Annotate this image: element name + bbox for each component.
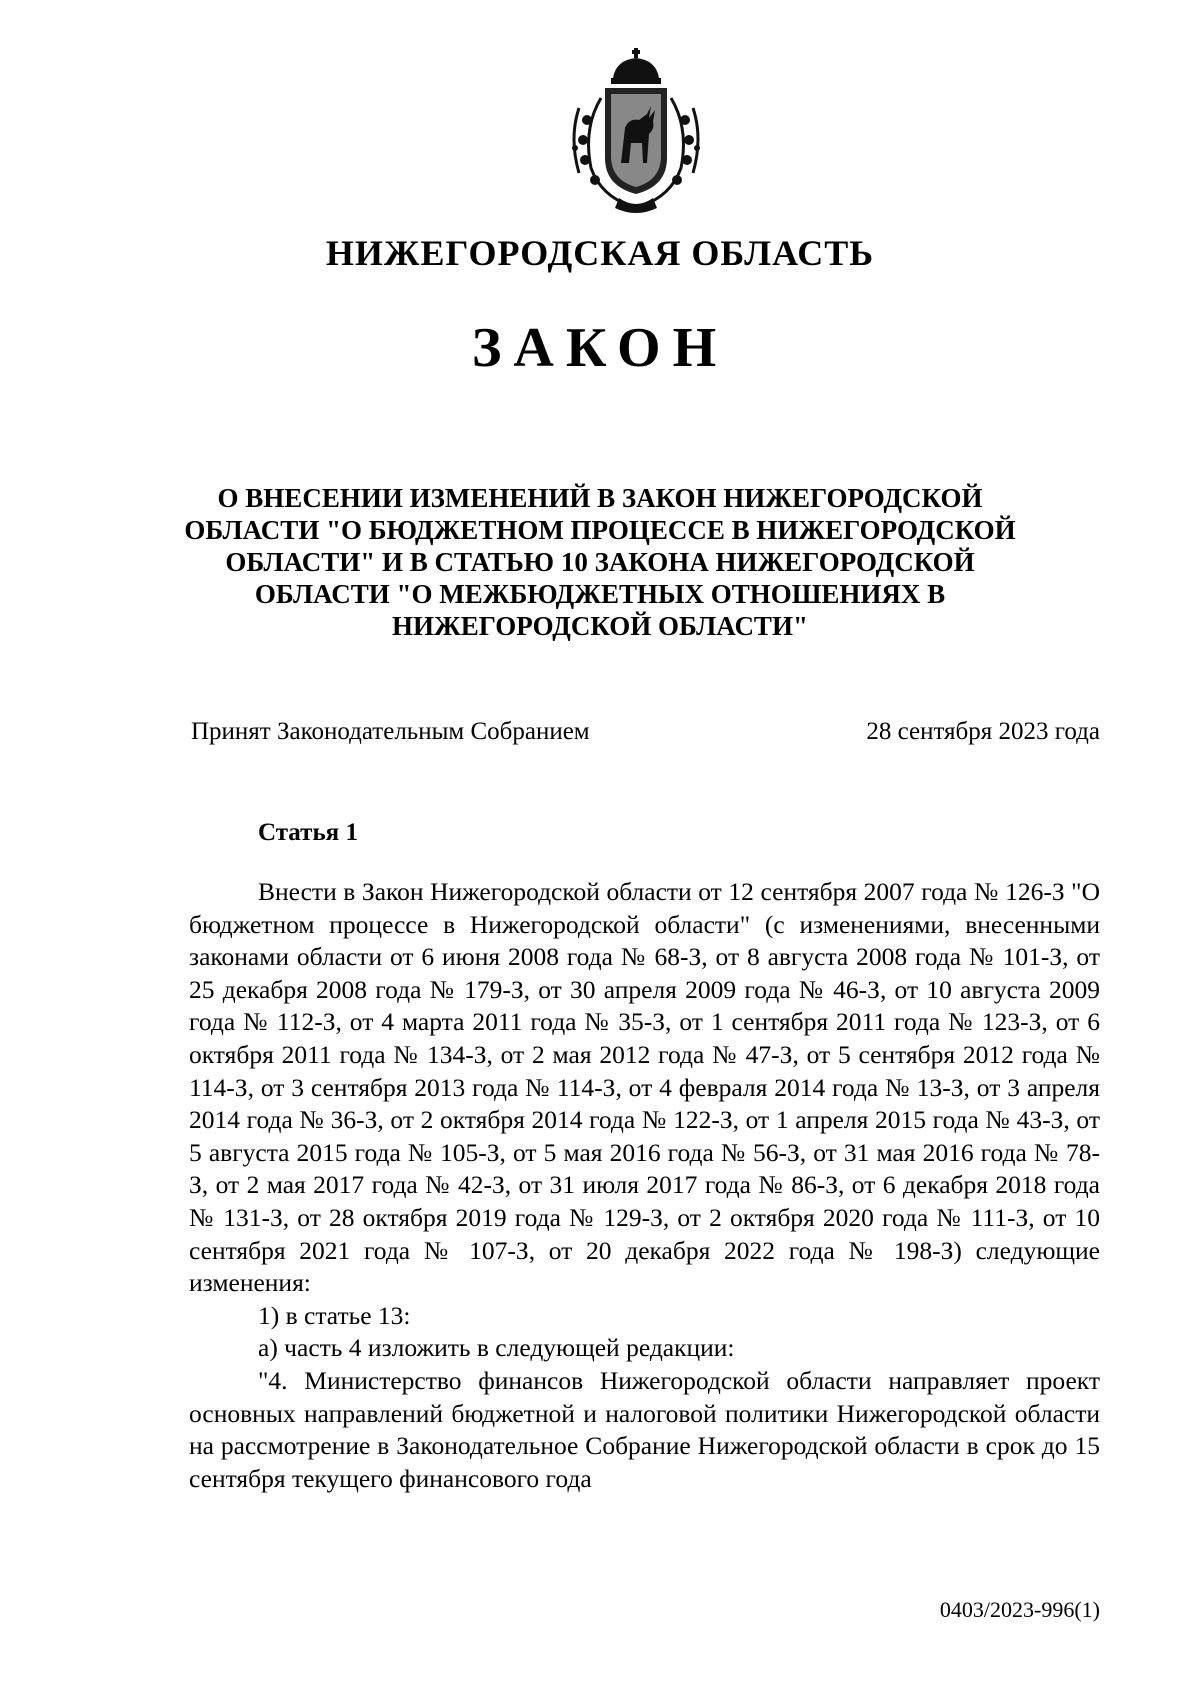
document-type-title: ЗАКОН [471, 317, 729, 379]
article-paragraph: а) часть 4 изложить в следующей редакции: [258, 1333, 735, 1363]
adoption-date: 28 сентября 2023 года [866, 718, 1100, 745]
article-paragraph: 1) в статье 13: [258, 1300, 411, 1330]
subject-line: ОБЛАСТИ" И В СТАТЬЮ 10 ЗАКОНА НИЖЕГОРОДСКОЙ [225, 547, 975, 577]
region-title: НИЖЕГОРОДСКАЯ ОБЛАСТЬ [325, 233, 875, 273]
subject-line: ОБЛАСТИ "О БЮДЖЕТНОМ ПРОЦЕССЕ В НИЖЕГОРОДСКОЙ [184, 515, 1016, 545]
adoption-info [191, 718, 1100, 746]
subject-line: НИЖЕГОРОДСКОЙ ОБЛАСТИ" [392, 611, 808, 641]
article-paragraph: "4. Министерство финансов Нижегородской области направляет проект основных направлений бюджетной и налоговой политики Нижегородской области на рассмотрение в Законодательное Собрание Нижегородской области в срок до 15 сентября текущего финансового года [189, 1365, 1100, 1493]
article-body [189, 876, 1100, 1495]
article-heading: Статья 1 [258, 819, 358, 846]
article-paragraph: Внести в Закон Нижегородской области от 12 сентября 2007 года № 126-З "О бюджетном процессе в Нижегородской области" (с изменениями, внесенными законами области от 6 июня 2008 года № 68-З, от 8 августа 2008 года № 101-З, от 25 декабря 2008 года № 179-З, от 30 апреля 2009 года № 46-З, от 10 августа 2009 года № 112-З, от 4 марта 2011 года № 35-З, от 1 сентября 2011 года № 123-З, от 6 октября 2011 года № 134-З, от 2 мая 2012 года № 47-З, от 5 сентября 2012 года № 114-З, от 3 сентября 2013 года № 114-З, от 4 февраля 2014 года № 13-З, от 3 апреля 2014 года № 36-З, от 2 октября 2014 года № 122-З, от 1 апреля 2015 года № 43-З, от 5 августа 2015 года № 105-З, от 5 мая 2016 года № 56-З, от 31 мая 2016 года № 78-З, от 2 мая 2017 года № 42-З, от 31 июля 2017 года № 86-З, от 6 декабря 2018 года № 131-З, от 28 октября 2019 года № 129-З, от 2 октября 2020 года № 111-З, от 10 сентября 2021 года № 107-З, от 20 декабря 2022 года № 198-З) следующие изменения: [189, 877, 1100, 1298]
coat-of-arms-emblem [561, 48, 711, 218]
subject-line: О ВНЕСЕНИИ ИЗМЕНЕНИЙ В ЗАКОН НИЖЕГОРОДСКОЙ [217, 483, 983, 513]
document-number: 0403/2023-996(1) [939, 1597, 1100, 1622]
subject-line: ОБЛАСТИ "О МЕЖБЮДЖЕТНЫХ ОТНОШЕНИЯХ В [254, 579, 946, 609]
law-subject-title [150, 482, 1050, 642]
adopted-by: Принят Законодательным Собранием [191, 718, 590, 745]
